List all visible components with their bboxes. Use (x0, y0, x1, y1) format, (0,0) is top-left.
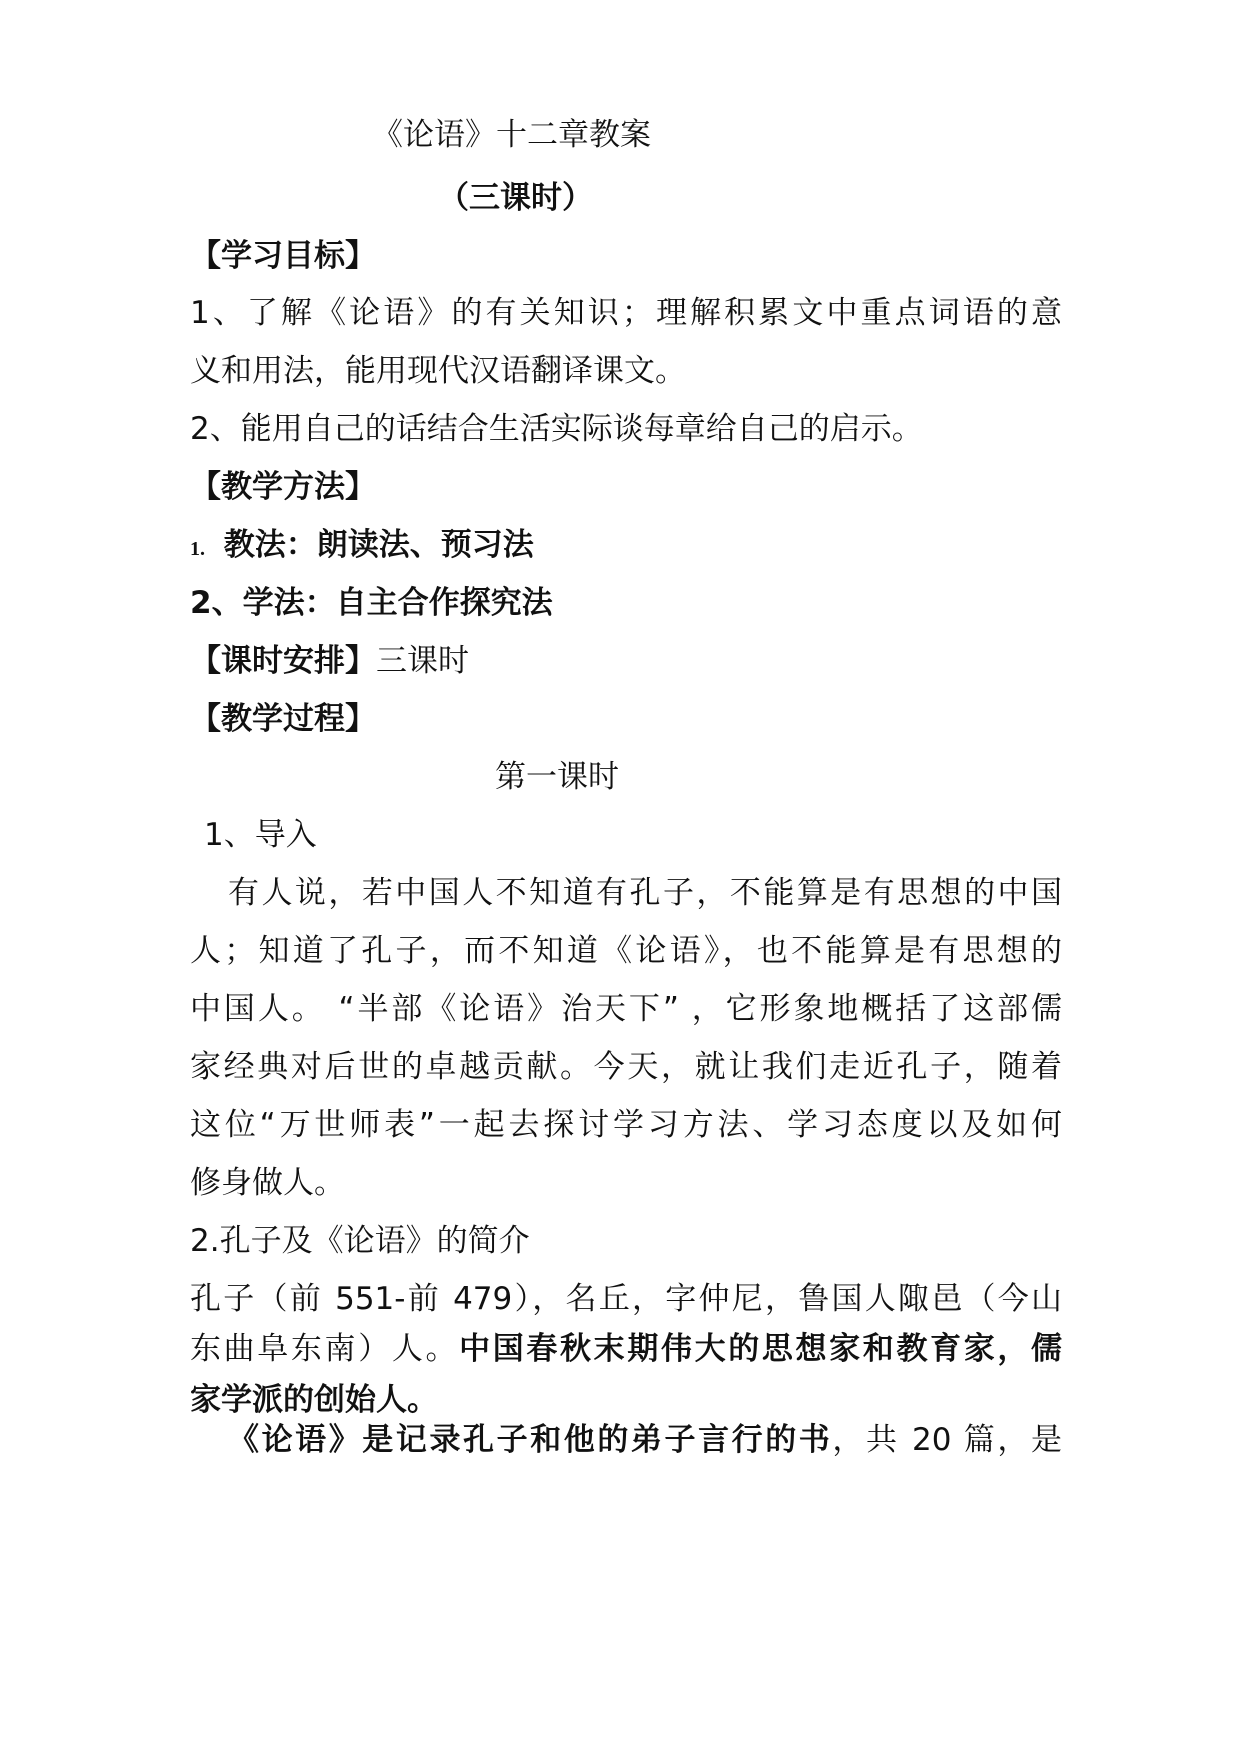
objective-1-line-1: 1、了解《论语》的有关知识；理解积累文中重点词语的意 (190, 295, 1062, 331)
heading-objectives: 【学习目标】 (190, 238, 376, 274)
schedule-value: 三课时 (376, 643, 469, 679)
heading-schedule: 【课时安排】 (190, 643, 376, 679)
method-1 (190, 525, 1062, 569)
intro-paragraph-line-4: 家经典对后世的卓越贡献。今天，就让我们走近孔子，随着 (190, 1049, 1062, 1085)
confucius-line-2 (190, 1329, 1062, 1369)
objective-1-line-2: 义和用法，能用现代汉语翻译课文。 (190, 353, 686, 389)
method-1-number: 1. (190, 538, 205, 560)
section-2-title: 2.孔子及《论语》的简介 (190, 1223, 530, 1259)
document-title: 《论语》十二章教案 (372, 117, 651, 153)
intro-paragraph-line-2: 人；知道了孔子，而不知道《论语》，也不能算是有思想的 (190, 933, 1062, 969)
section-1-title: 1、导入 (204, 817, 317, 853)
confucius-line-1: 孔子（前 551-前 479），名丘，字仲尼，鲁国人陬邑（今山 (190, 1281, 1062, 1317)
lesson-1-title: 第一课时 (495, 759, 619, 795)
analects-intro-line (228, 1420, 1062, 1460)
intro-paragraph-line-1: 有人说，若中国人不知道有孔子，不能算是有思想的中国 (228, 875, 1062, 911)
confucius-description: 中国春秋末期伟大的思想家和教育家，儒 (459, 1331, 1063, 1367)
method-2: 2、学法：自主合作探究法 (190, 585, 553, 621)
intro-paragraph-line-6: 修身做人。 (190, 1165, 345, 1201)
heading-process: 【教学过程】 (190, 701, 376, 737)
analects-description: 《论语》是记录孔子和他的弟子言行的书 (228, 1422, 833, 1458)
confucius-line-3: 家学派的创始人。 (190, 1382, 438, 1418)
intro-paragraph-line-3: 中国人。 “半部《论语》治天下” ，它形象地概括了这部儒 (190, 991, 1062, 1027)
objective-2: 2、能用自己的话结合生活实际谈每章给自己的启示。 (190, 411, 923, 447)
document-subtitle: （三课时） (438, 180, 593, 216)
heading-methods: 【教学方法】 (190, 469, 376, 505)
intro-paragraph-line-5: 这位“万世师表”一起去探讨学习方法、学习态度以及如何 (190, 1107, 1062, 1143)
confucius-origin: 东曲阜东南）人。 (190, 1331, 460, 1367)
method-1-text: 教法：朗读法、预习法 (223, 527, 534, 563)
analects-chapters: ，共 20 篇，是 (832, 1422, 1063, 1458)
schedule-line (190, 641, 1062, 681)
